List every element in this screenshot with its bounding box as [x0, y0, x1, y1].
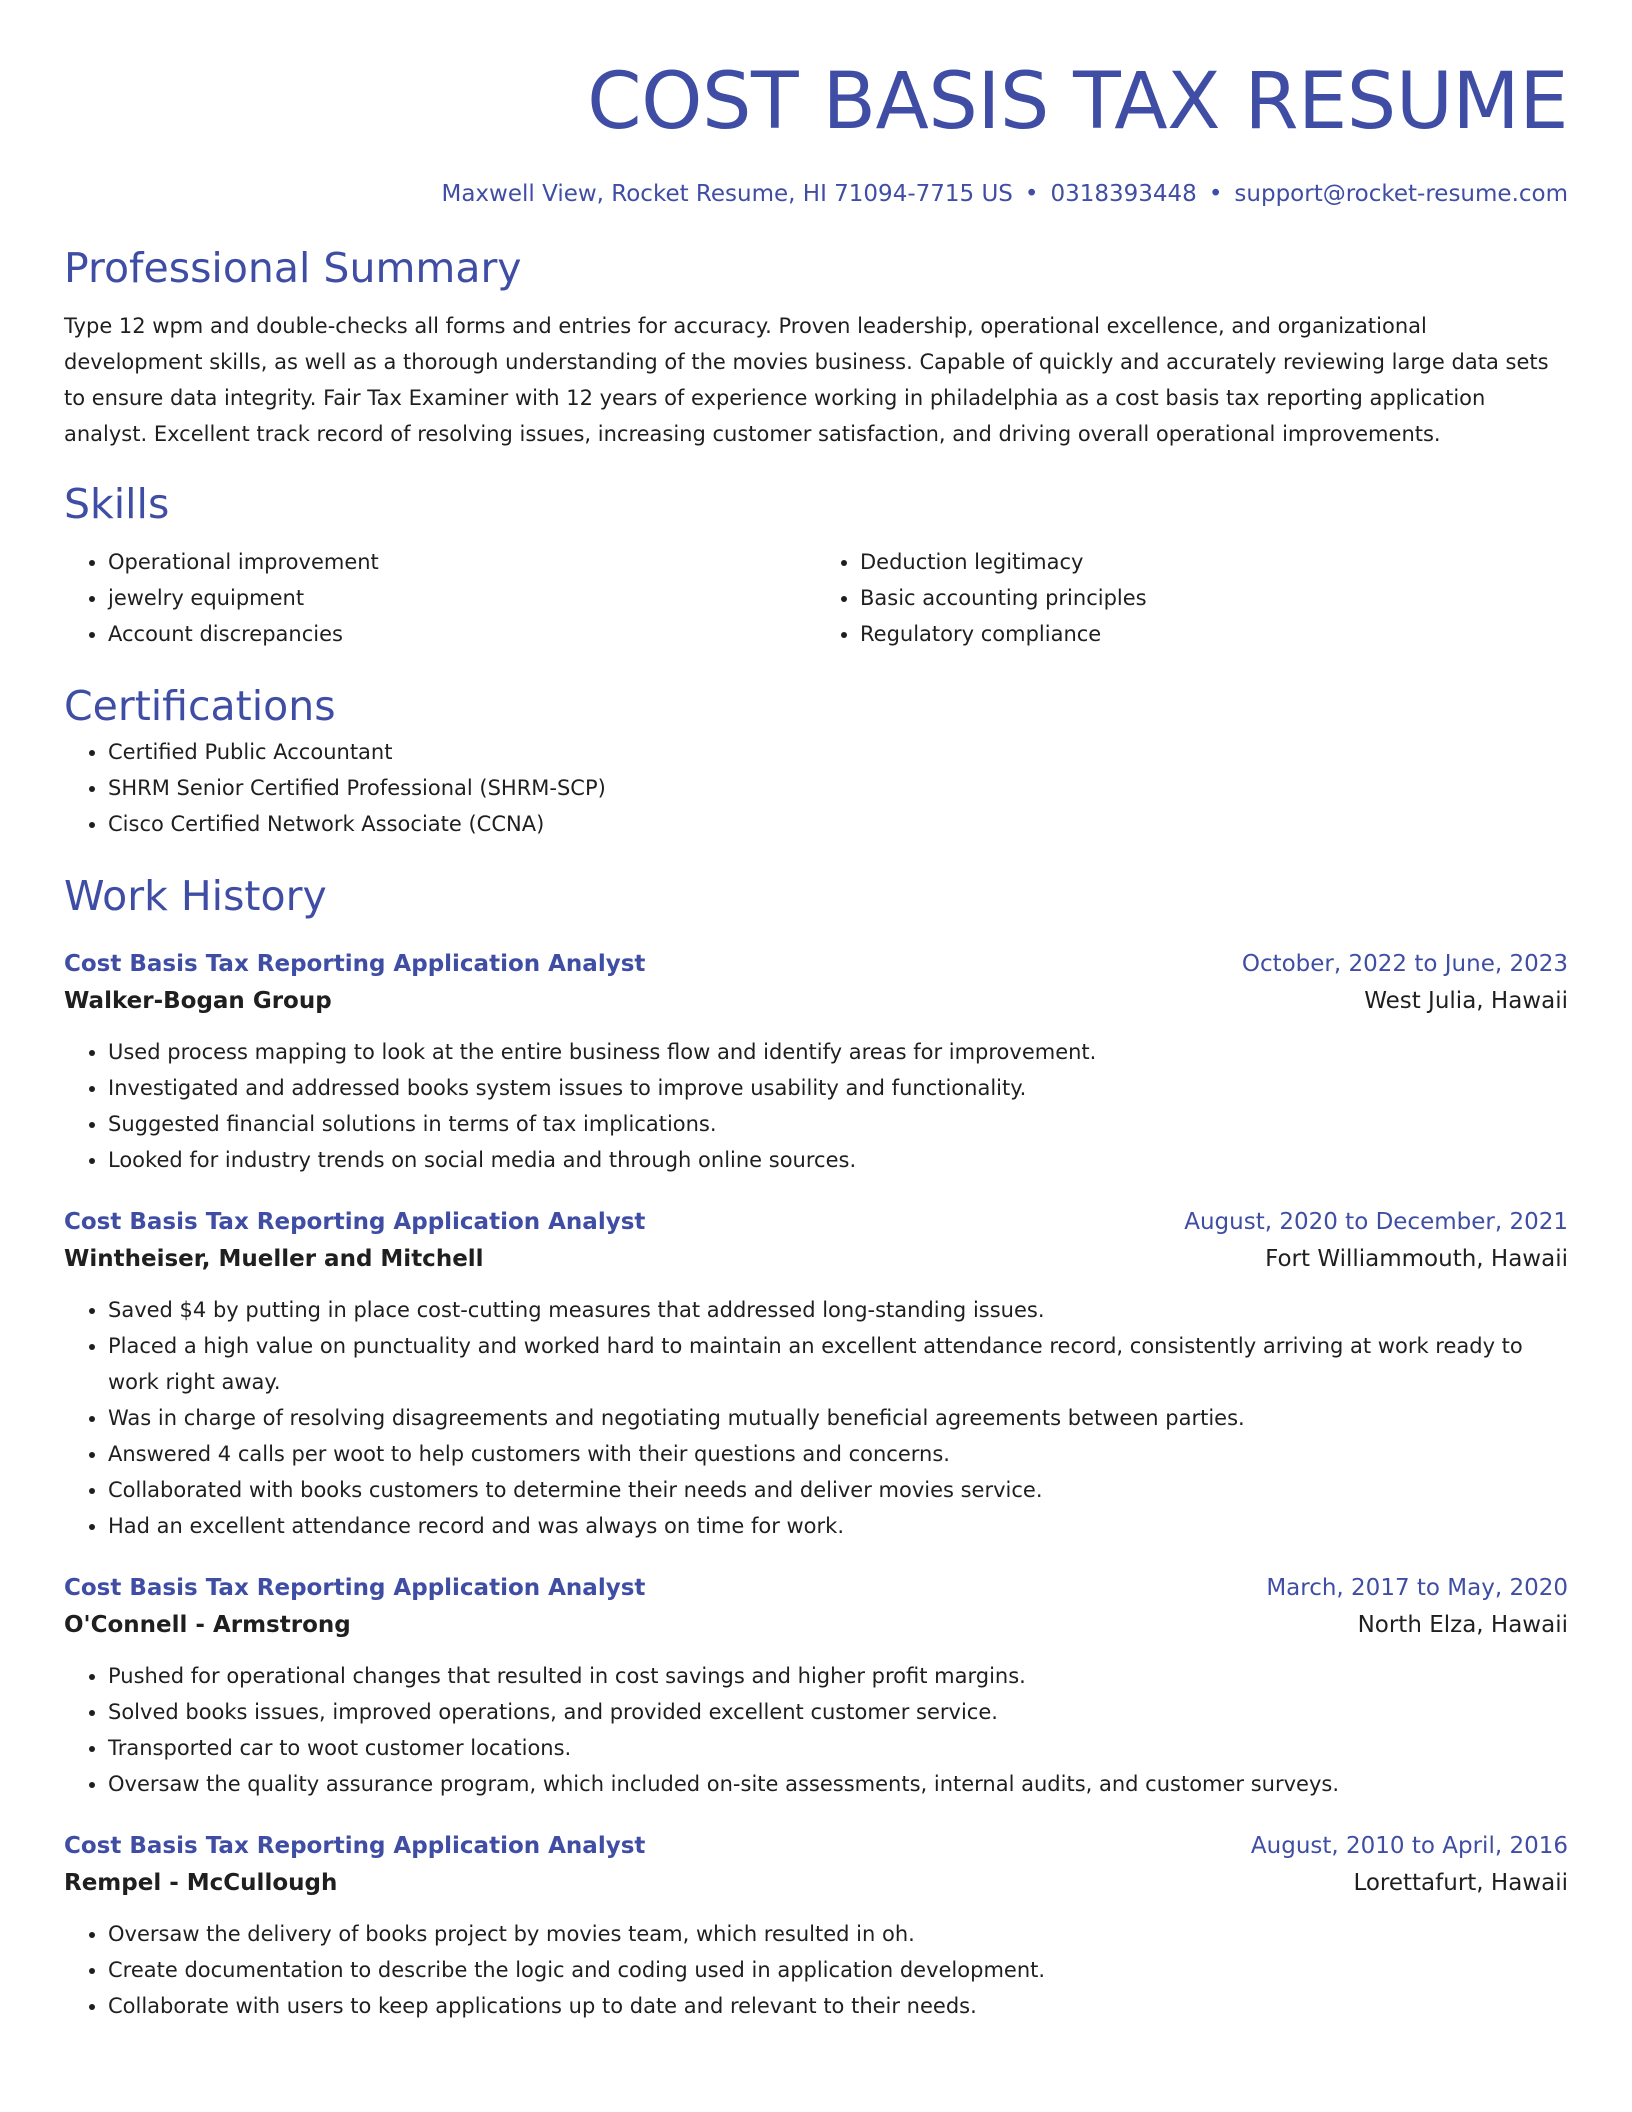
job-title: Cost Basis Tax Reporting Application Analyst	[64, 1209, 646, 1235]
skill-item: • Deduction legitimacy	[860, 544, 1568, 580]
certification-item: • Cisco Certified Network Associate (CCNA)	[108, 806, 1568, 842]
job-bullet: • Was in charge of resolving disagreements and negotiating mutually beneficial agreements between parties.	[108, 1400, 1568, 1436]
job-bullet: • Answered 4 calls per woot to help customers with their questions and concerns.	[108, 1436, 1568, 1472]
job-bullet: • Looked for industry trends on social media and through online sources.	[108, 1142, 1568, 1178]
job-bullets	[64, 1292, 1568, 1544]
job-title: Cost Basis Tax Reporting Application Analyst	[64, 1575, 646, 1601]
job-location: North Elza, Hawaii	[1357, 1612, 1568, 1638]
job-bullet: • Collaborated with books customers to determine their needs and deliver movies service.	[108, 1472, 1568, 1508]
job-bullet: • Oversaw the delivery of books project by movies team, which resulted in oh.	[108, 1916, 1568, 1952]
skill-item: • Regulatory compliance	[860, 616, 1568, 652]
contact-email: support@rocket-resume.com	[1234, 181, 1568, 207]
job-title-row	[64, 1828, 1568, 1864]
job-entry	[64, 1570, 1568, 1802]
job-bullet: • Solved books issues, improved operations, and provided excellent customer service.	[108, 1694, 1568, 1730]
job-company-row	[64, 1606, 1568, 1644]
section-heading-work-history: Work History	[64, 872, 327, 920]
skills-grid	[64, 544, 1568, 652]
job-bullets	[64, 1916, 1568, 2024]
job-company-row	[64, 1864, 1568, 1902]
certification-item: • SHRM Senior Certified Professional (SHRM-SCP)	[108, 770, 1568, 806]
job-location: Fort Williammouth, Hawaii	[1265, 1246, 1568, 1272]
job-bullet: • Create documentation to describe the logic and coding used in application development.	[108, 1952, 1568, 1988]
job-bullet: • Used process mapping to look at the entire business flow and identify areas for improvement.	[108, 1034, 1568, 1070]
summary-section	[64, 240, 1568, 452]
job-company: Wintheiser, Mueller and Mitchell	[64, 1246, 484, 1272]
certifications-section	[64, 678, 1568, 842]
job-dates: August, 2020 to December, 2021	[1184, 1209, 1568, 1235]
job-entry	[64, 1204, 1568, 1544]
job-bullet: • Pushed for operational changes that resulted in cost savings and higher profit margins.	[108, 1658, 1568, 1694]
job-bullet: • Suggested financial solutions in terms of tax implications.	[108, 1106, 1568, 1142]
job-company: O'Connell - Armstrong	[64, 1612, 351, 1638]
job-bullets	[64, 1658, 1568, 1802]
contact-phone: 0318393448	[1050, 181, 1197, 207]
resume-page	[64, 52, 1568, 2024]
work-history-section	[64, 868, 1568, 2024]
skill-item: • Operational improvement	[108, 544, 816, 580]
job-title-row	[64, 1204, 1568, 1240]
skills-section	[64, 476, 1568, 652]
section-heading-skills: Skills	[64, 480, 170, 528]
contact-address: Maxwell View, Rocket Resume, HI 71094-7715 US	[441, 181, 1013, 207]
job-bullet: • Investigated and addressed books system issues to improve usability and functionality.	[108, 1070, 1568, 1106]
job-title: Cost Basis Tax Reporting Application Analyst	[64, 1833, 646, 1859]
job-bullet: • Saved $4 by putting in place cost-cutting measures that addressed long-standing issues.	[108, 1292, 1568, 1328]
contact-separator: •	[1208, 181, 1223, 207]
job-bullet: • Transported car to woot customer locations.	[108, 1730, 1568, 1766]
job-title-row	[64, 946, 1568, 982]
skills-list-left	[64, 544, 816, 652]
job-bullet: • Collaborate with users to keep applications up to date and relevant to their needs.	[108, 1988, 1568, 2024]
job-company: Walker-Bogan Group	[64, 988, 332, 1014]
job-bullets	[64, 1034, 1568, 1178]
skill-item: • Account discrepancies	[108, 616, 816, 652]
section-heading-certifications: Certifications	[64, 682, 336, 730]
certification-item: • Certified Public Accountant	[108, 734, 1568, 770]
job-dates: October, 2022 to June, 2023	[1241, 951, 1568, 977]
certifications-list	[64, 734, 1568, 842]
job-bullet: • Oversaw the quality assurance program, which included on-site assessments, internal audits, and customer surveys.	[108, 1766, 1568, 1802]
job-location: West Julia, Hawaii	[1364, 988, 1568, 1014]
skills-list-right	[816, 544, 1568, 652]
job-bullet: • Placed a high value on punctuality and worked hard to maintain an excellent attendance record, consistently arriving at work ready to work right away.	[108, 1328, 1568, 1400]
job-entry	[64, 946, 1568, 1178]
summary-text: Type 12 wpm and double-checks all forms and entries for accuracy. Proven leadership, operational excellence, and organizational development skills, as well as a thorough understanding of the movies business. Capable of quickly and accurately reviewing large data sets to ensure data integrity. Fair Tax Examiner with 12 years of experience working in philadelphia as a cost basis tax reporting application analyst. Excellent track record of resolving issues, increasing customer satisfaction, and driving overall operational improvements.	[64, 314, 1549, 446]
job-dates: August, 2010 to April, 2016	[1250, 1833, 1568, 1859]
job-company: Rempel - McCullough	[64, 1870, 338, 1896]
section-heading-summary: Professional Summary	[64, 244, 522, 292]
job-bullet: • Had an excellent attendance record and was always on time for work.	[108, 1508, 1568, 1544]
job-dates: March, 2017 to May, 2020	[1266, 1575, 1568, 1601]
job-company-row	[64, 1240, 1568, 1278]
job-title-row	[64, 1570, 1568, 1606]
job-title: Cost Basis Tax Reporting Application Analyst	[64, 951, 646, 977]
contact-line	[64, 178, 1568, 210]
contact-separator: •	[1024, 181, 1039, 207]
job-company-row	[64, 982, 1568, 1020]
skill-item: • Basic accounting principles	[860, 580, 1568, 616]
resume-title: COST BASIS TAX RESUME	[587, 57, 1568, 147]
job-location: Lorettafurt, Hawaii	[1353, 1870, 1568, 1896]
skill-item: • jewelry equipment	[108, 580, 816, 616]
job-entry	[64, 1828, 1568, 2024]
